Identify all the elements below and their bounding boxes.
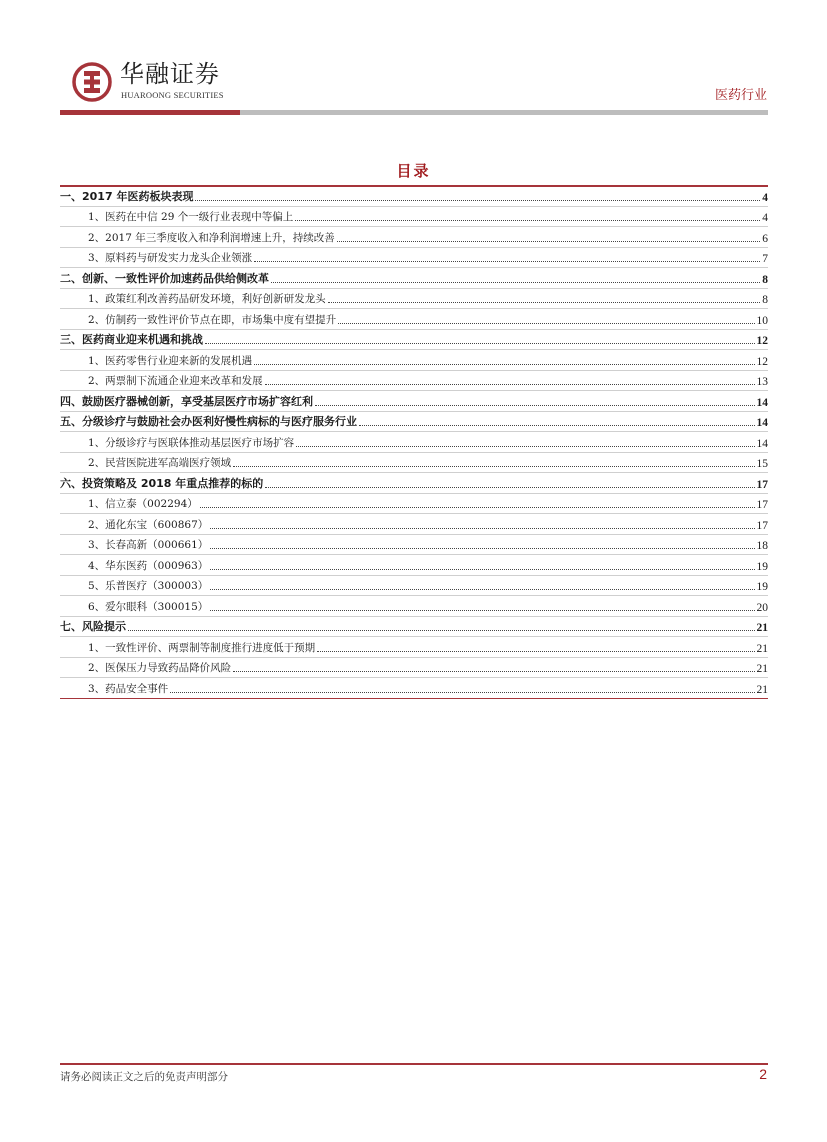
toc-dot-leader (210, 589, 754, 590)
toc-subsection-entry[interactable] (60, 535, 768, 556)
toc-dot-leader (170, 692, 754, 693)
toc-entry-text: 1、分级诊疗与医联体推动基层医疗市场扩容 (88, 436, 295, 449)
toc-page-number: 17 (756, 499, 768, 511)
toc-dot-leader (295, 220, 760, 221)
toc-page-number: 4 (762, 191, 768, 204)
toc-dot-leader (328, 302, 761, 303)
toc-page-number: 12 (756, 335, 768, 347)
toc-subsection-entry[interactable] (60, 309, 768, 330)
toc-dot-leader (254, 261, 760, 262)
toc-entry-text: 2、2017 年三季度收入和净利润增速上升，持续改善 (88, 231, 335, 244)
company-logo-seal-icon (72, 62, 112, 102)
toc-page-number: 4 (762, 212, 768, 224)
toc-subsection-entry[interactable] (60, 207, 768, 228)
toc-dot-leader (210, 548, 754, 549)
toc-entry-text: 6、爱尔眼科（300015） (88, 600, 209, 613)
toc-entry-text: 2、两票制下流通企业迎来改革和发展 (88, 375, 263, 387)
toc-dot-leader (233, 466, 754, 467)
toc-page-number: 15 (756, 458, 768, 470)
toc-page-number: 7 (762, 253, 768, 265)
toc-dot-leader (315, 405, 755, 406)
toc-page-number: 21 (756, 663, 768, 675)
header-accent-bar (60, 110, 240, 115)
toc-subsection-entry[interactable] (60, 678, 768, 699)
toc-page-number: 6 (762, 232, 768, 245)
toc-entry-text: 七、风险提示 (60, 620, 126, 633)
toc-page-number: 8 (762, 273, 768, 286)
toc-dot-leader (338, 323, 754, 324)
toc-subsection-entry[interactable] (60, 555, 768, 576)
toc-entry-text: 1、信立泰（002294） (88, 498, 198, 510)
toc-dot-leader (271, 282, 760, 283)
toc-entry-text: 1、一致性评价、两票制等制度推行进度低于预期 (88, 641, 316, 654)
toc-dot-leader (233, 671, 754, 672)
industry-label: 医药行业 (714, 88, 767, 103)
toc-section-entry[interactable] (60, 330, 768, 351)
table-of-contents (60, 186, 768, 699)
toc-subsection-entry[interactable] (60, 227, 768, 248)
toc-entry-text: 3、长春高新（000661） (88, 539, 209, 551)
toc-section-entry[interactable] (60, 412, 768, 433)
toc-entry-text: 五、分级诊疗与鼓励社会办医利好慢性病标的与医疗服务行业 (60, 415, 357, 428)
toc-dot-leader (337, 241, 761, 242)
page-number: 2 (759, 1066, 767, 1082)
toc-dot-leader (265, 487, 754, 488)
toc-page-number: 20 (756, 601, 768, 614)
toc-entry-text: 三、医药商业迎来机遇和挑战 (60, 333, 203, 346)
toc-page-number: 17 (756, 478, 768, 491)
toc-subsection-entry[interactable] (60, 596, 768, 617)
toc-section-entry[interactable] (60, 391, 768, 412)
toc-subsection-entry[interactable] (60, 289, 768, 310)
toc-entry-text: 5、乐普医疗（300003） (88, 580, 209, 592)
toc-dot-leader (254, 364, 754, 365)
toc-subsection-entry[interactable] (60, 453, 768, 474)
toc-page-number: 14 (756, 417, 768, 429)
footer-rule (60, 1063, 768, 1065)
toc-dot-leader (200, 507, 755, 508)
toc-page-number: 21 (756, 622, 768, 634)
toc-entry-text: 1、政策红利改善药品研发环境，利好创新研发龙头 (88, 293, 326, 305)
toc-section-entry[interactable] (60, 186, 768, 207)
toc-entry-text: 3、原料药与研发实力龙头企业领涨 (88, 252, 253, 264)
toc-dot-leader (210, 569, 754, 570)
brand-name-cn: 华融证券 (120, 60, 220, 88)
toc-page-number: 8 (762, 294, 768, 306)
toc-entry-text: 2、通化东宝（600867） (88, 518, 209, 531)
toc-page-number: 13 (756, 376, 768, 388)
toc-dot-leader (317, 651, 754, 652)
toc-page-number: 12 (756, 355, 768, 368)
toc-entry-text: 3、药品安全事件 (88, 682, 169, 695)
toc-page-number: 14 (756, 396, 768, 409)
toc-dot-leader (265, 384, 755, 385)
toc-entry-text: 一、2017 年医药板块表现 (60, 189, 194, 203)
toc-page-number: 18 (756, 540, 768, 552)
toc-dot-leader (205, 343, 755, 344)
toc-entry-text: 1、医药零售行业迎来新的发展机遇 (88, 354, 253, 367)
toc-page-number: 17 (756, 519, 768, 532)
toc-entry-text: 四、鼓励医疗器械创新，享受基层医疗市场扩容红利 (60, 394, 313, 408)
toc-page-number: 19 (756, 560, 768, 573)
toc-entry-text: 2、民营医院进军高端医疗领域 (88, 457, 232, 469)
toc-entry-text: 二、创新、一致性评价加速药品供给侧改革 (60, 271, 269, 285)
toc-title: 目录 (396, 162, 431, 180)
toc-subsection-entry[interactable] (60, 514, 768, 535)
toc-section-entry[interactable] (60, 473, 768, 494)
toc-section-entry[interactable] (60, 268, 768, 289)
toc-dot-leader (210, 610, 754, 611)
toc-page-number: 10 (756, 314, 768, 327)
toc-dot-leader (128, 630, 755, 631)
toc-entry-text: 1、医药在中信 29 个一级行业表现中等偏上 (88, 211, 294, 223)
toc-entry-text: 2、医保压力导致药品降价风险 (88, 662, 232, 674)
toc-subsection-entry[interactable] (60, 350, 768, 371)
toc-page-number: 14 (756, 437, 768, 450)
toc-entry-text: 4、华东医药（000963） (88, 559, 209, 572)
footer-disclaimer: 请务必阅读正文之后的免责声明部分 (60, 1071, 228, 1083)
toc-page-number: 21 (756, 642, 768, 655)
toc-subsection-entry[interactable] (60, 658, 768, 679)
toc-dot-leader (210, 528, 754, 529)
toc-entry-text: 2、仿制药一致性评价节点在即，市场集中度有望提升 (88, 313, 337, 326)
toc-page-number: 21 (756, 683, 768, 696)
toc-subsection-entry[interactable] (60, 248, 768, 269)
toc-dot-leader (296, 446, 754, 447)
toc-subsection-entry[interactable] (60, 432, 768, 453)
toc-entry-text: 六、投资策略及 2018 年重点推荐的标的 (60, 476, 264, 490)
toc-subsection-entry[interactable] (60, 637, 768, 658)
toc-subsection-entry[interactable] (60, 494, 768, 515)
header-gray-bar (240, 110, 768, 115)
toc-dot-leader (359, 425, 755, 426)
toc-subsection-entry[interactable] (60, 576, 768, 597)
toc-page-number: 19 (756, 581, 768, 593)
toc-dot-leader (195, 200, 760, 201)
toc-section-entry[interactable] (60, 617, 768, 638)
toc-subsection-entry[interactable] (60, 371, 768, 392)
brand-name-en: HUAROONG SECURITIES (121, 90, 224, 100)
